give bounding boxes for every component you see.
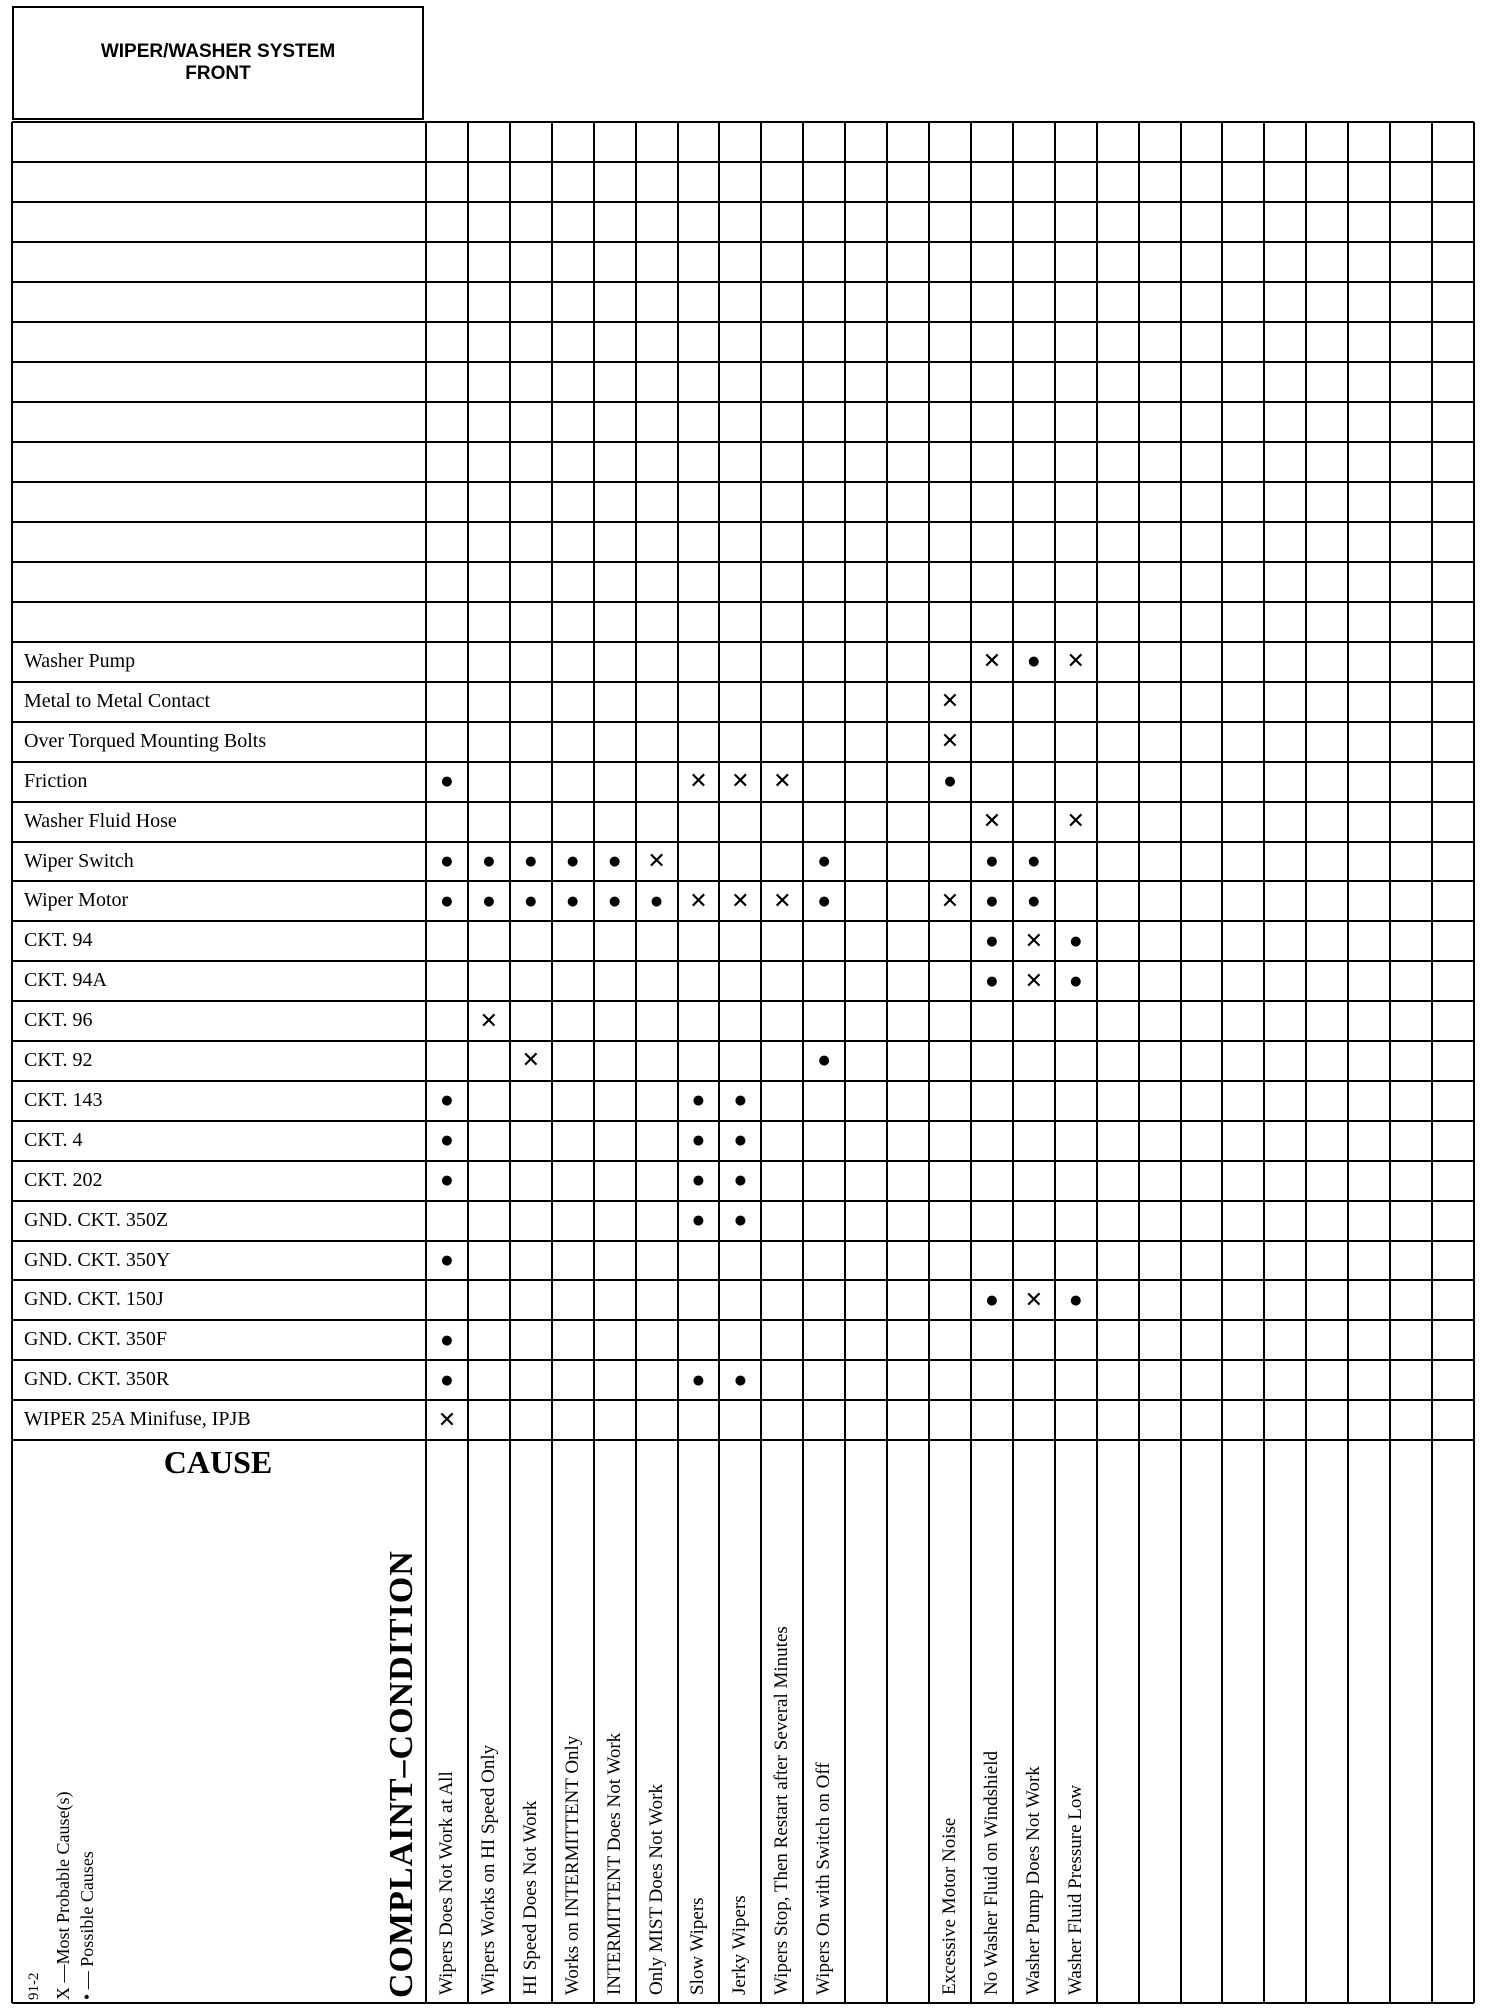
cause-label: CKT. 202 (24, 1168, 103, 1191)
grid-column-line (593, 122, 595, 2003)
possible-cause-mark: ● (525, 893, 537, 909)
possible-cause-mark: ● (483, 893, 495, 909)
most-probable-mark: ✕ (1024, 928, 1044, 954)
grid-row-line (12, 321, 1474, 323)
cause-label: Washer Fluid Hose (24, 809, 177, 832)
possible-cause-mark: ● (692, 1372, 705, 1388)
possible-cause-mark: ● (944, 774, 956, 790)
grid-column-line (1138, 122, 1140, 2003)
grid-column-line (1389, 122, 1391, 2003)
most-probable-mark: ✕ (1024, 1287, 1044, 1313)
complaint-label: Wipers On with Switch on Off (813, 1762, 835, 1995)
complaint-label: No Washer Fluid on Windshield (980, 1751, 1002, 1995)
grid-row-line (12, 841, 1474, 843)
grid-row-line (12, 441, 1474, 443)
legend-most-probable: X —Most Probable Cause(s) (53, 1791, 73, 2000)
grid-column-line (1096, 122, 1098, 2003)
grid-column-line (1221, 122, 1223, 2003)
grid-row-line (12, 481, 1474, 483)
possible-cause-mark: ● (734, 1173, 747, 1189)
cause-label: CKT. 94 (24, 929, 93, 952)
cause-label: GND. CKT. 350Y (24, 1248, 171, 1271)
most-probable-mark: ✕ (437, 1407, 457, 1433)
possible-cause-mark: ● (986, 933, 998, 949)
possible-cause-mark: ● (608, 853, 621, 869)
complaint-label: Wipers Works on HI Speed Only (477, 1744, 499, 1995)
complaint-label: Washer Fluid Pressure Low (1064, 1784, 1086, 1995)
complaint-label: INTERMITTENT Does Not Work (603, 1732, 625, 1995)
most-probable-mark: ✕ (731, 888, 750, 914)
grid-row-line (12, 121, 1474, 124)
cause-label: Wiper Motor (24, 889, 129, 912)
cause-label: GND. CKT. 350F (24, 1328, 167, 1351)
most-probable-mark: ✕ (521, 1048, 540, 1074)
possible-cause-mark: ● (818, 853, 830, 869)
most-probable-mark: ✕ (940, 729, 960, 755)
possible-cause-mark: ● (692, 1133, 705, 1149)
complaint-label: Washer Pump Does Not Work (1022, 1766, 1044, 1995)
cause-label: GND. CKT. 350Z (24, 1208, 169, 1231)
grid-column-line (1054, 122, 1056, 2003)
cause-label: CKT. 143 (24, 1088, 103, 1111)
complaint-label: Works on INTERMITTENT Only (561, 1735, 583, 1995)
most-probable-mark: ✕ (689, 769, 708, 795)
chart-title (12, 6, 424, 120)
cause-label: GND. CKT. 350R (24, 1368, 170, 1391)
grid-column-line (760, 122, 762, 2003)
complaint-label: HI Speed Does Not Work (519, 1800, 541, 1995)
grid-row-line (12, 201, 1474, 203)
figure-code: 91-2 (26, 1972, 42, 2000)
possible-cause-mark: ● (525, 853, 537, 869)
grid-column-line (1431, 122, 1433, 2003)
grid-column-line (1347, 122, 1349, 2003)
cause-label: Washer Pump (24, 650, 136, 672)
grid-row-line (12, 401, 1474, 403)
possible-cause-mark: ● (986, 973, 998, 989)
possible-cause-mark: ● (692, 1173, 705, 1189)
grid-row-line (12, 521, 1474, 523)
possible-cause-mark: ● (441, 1133, 453, 1149)
possible-cause-mark: ● (986, 853, 998, 869)
title-line-2: FRONT (185, 63, 251, 84)
most-probable-mark: ✕ (479, 1008, 499, 1034)
possible-cause-mark: ● (441, 1093, 453, 1109)
possible-cause-mark: ● (692, 1213, 705, 1229)
complaint-label: Slow Wipers (687, 1897, 709, 1995)
grid-row-line (12, 641, 1474, 643)
possible-cause-mark: ● (483, 853, 495, 869)
cause-label: CKT. 92 (24, 1049, 93, 1071)
cause-label: Friction (24, 769, 88, 792)
most-probable-mark: ✕ (1024, 968, 1044, 994)
grid-row-line (12, 161, 1474, 163)
complaint-label: Excessive Motor Noise (939, 1817, 960, 1995)
possible-cause-mark: ● (1070, 1292, 1082, 1308)
grid-row-line (12, 281, 1474, 283)
possible-cause-mark: ● (441, 1252, 453, 1268)
most-probable-mark: ✕ (689, 888, 708, 914)
grid-column-line (1305, 122, 1307, 2003)
cause-label: WIPER 25A Minifuse, IPJB (24, 1408, 251, 1431)
possible-cause-mark: ● (1070, 933, 1082, 949)
complaint-label: Jerky Wipers (729, 1895, 751, 1995)
grid-column-line (1180, 122, 1182, 2003)
possible-cause-mark: ● (734, 1372, 747, 1388)
possible-cause-mark: ● (1070, 973, 1082, 989)
possible-cause-mark: ● (1028, 853, 1040, 869)
complaint-condition-heading: COMPLAINT–CONDITION (383, 1550, 420, 1998)
legend-possible: • — Possible Causes (77, 1851, 97, 2000)
possible-cause-mark: ● (441, 1372, 453, 1388)
possible-cause-mark: ● (734, 1133, 747, 1149)
cause-heading: CAUSE (163, 1444, 273, 1480)
possible-cause-mark: ● (734, 1093, 747, 1109)
cause-label: CKT. 94A (24, 969, 107, 992)
possible-cause-mark: ● (608, 893, 621, 909)
cause-label: Wiper Switch (24, 849, 134, 872)
grid-row-line (12, 561, 1474, 563)
grid-row-line (12, 361, 1474, 363)
grid-row-line (12, 1279, 1474, 1281)
grid-left-border (11, 122, 14, 2003)
possible-cause-mark: ● (1028, 893, 1040, 909)
cause-label: Metal to Metal Contact (24, 689, 211, 712)
most-probable-mark: ✕ (1066, 649, 1085, 675)
grid-row-line (12, 960, 1474, 962)
possible-cause-mark: ● (441, 774, 453, 790)
grid-column-line (677, 122, 679, 2003)
grid-column-line (1263, 122, 1265, 2003)
cause-label: GND. CKT. 150J (24, 1288, 164, 1311)
grid-column-line (970, 122, 972, 2003)
possible-cause-mark: ● (986, 1292, 998, 1308)
possible-cause-mark: ● (441, 1173, 453, 1189)
most-probable-mark: ✕ (773, 769, 792, 795)
complaint-label: Wipers Does Not Work at All (435, 1771, 457, 1995)
title-line-1: WIPER/WASHER SYSTEM (100, 41, 336, 62)
possible-cause-mark: ● (734, 1213, 747, 1229)
grid-row-line (12, 1319, 1474, 1321)
grid-column-line (718, 122, 720, 2003)
possible-cause-mark: ● (441, 893, 453, 909)
grid-column-line (467, 122, 469, 2003)
most-probable-mark: ✕ (982, 649, 1002, 675)
most-probable-mark: ✕ (940, 888, 960, 914)
possible-cause-mark: ● (1028, 654, 1040, 670)
most-probable-mark: ✕ (1066, 809, 1085, 835)
possible-cause-mark: ● (986, 893, 998, 909)
grid-column-line (886, 122, 888, 2003)
most-probable-mark: ✕ (731, 769, 750, 795)
possible-cause-mark: ● (650, 893, 663, 909)
grid-column-line (1473, 122, 1475, 2003)
grid-column-line (928, 122, 930, 2003)
possible-cause-mark: ● (567, 893, 579, 909)
grid-row-line (12, 601, 1474, 603)
possible-cause-mark: ● (441, 853, 453, 869)
grid-column-line (425, 122, 428, 2003)
possible-cause-mark: ● (818, 1053, 830, 1069)
grid-bottom-line (12, 2002, 1474, 2005)
possible-cause-mark: ● (567, 853, 579, 869)
most-probable-mark: ✕ (773, 888, 792, 914)
complaint-label: Only MIST Does Not Work (645, 1784, 667, 1995)
possible-cause-mark: ● (692, 1093, 705, 1109)
cause-label: CKT. 96 (24, 1009, 93, 1032)
grid-column-line (1012, 122, 1014, 2003)
grid-row-line (12, 241, 1474, 243)
grid-row-line (12, 681, 1474, 683)
possible-cause-mark: ● (441, 1332, 453, 1348)
grid-row-line (12, 1040, 1474, 1042)
complaint-label: Wipers Stop, Then Restart after Several Minutes (771, 1626, 793, 1995)
most-probable-mark: ✕ (982, 809, 1002, 835)
most-probable-mark: ✕ (940, 689, 960, 715)
possible-cause-mark: ● (818, 893, 830, 909)
grid-column-line (635, 122, 637, 2003)
grid-row-line (12, 1000, 1474, 1002)
cause-label: Over Torqued Mounting Bolts (24, 729, 267, 752)
cause-label: CKT. 4 (24, 1128, 83, 1151)
most-probable-mark: ✕ (647, 848, 666, 874)
